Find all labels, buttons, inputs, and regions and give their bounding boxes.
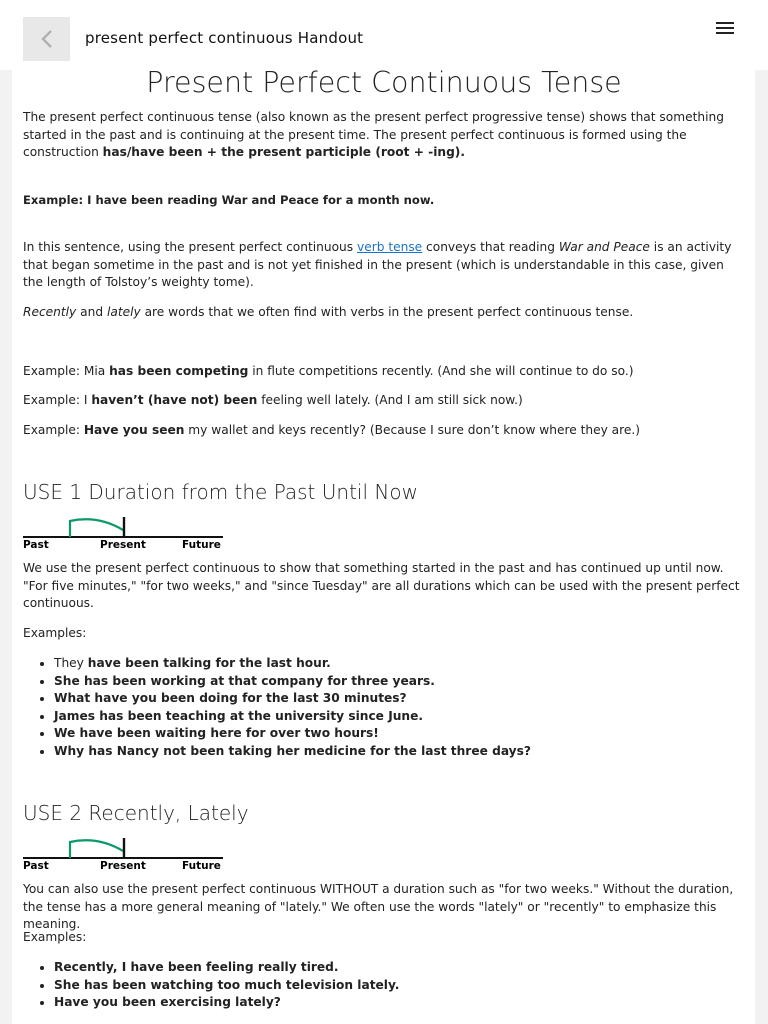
top-bar — [0, 0, 768, 70]
para3-rest: are words that we often find with verbs in the present perfect continuous tense. — [140, 305, 634, 319]
use1-description: We use the present perfect continuous to show that something started in the past and has continued up until now. "For five minutes," "for two weeks," and "since Tuesday" are all durations which can be used with the present perfect continuous. — [23, 561, 740, 610]
timeline-present-label: Present — [100, 860, 146, 870]
chevron-left-icon — [40, 29, 54, 49]
use2-item-1-b: have been feeling — [130, 960, 254, 974]
example-2-prefix: Example: I — [23, 393, 92, 407]
list-item — [54, 994, 744, 1012]
use1-item-1-a: They — [54, 656, 88, 670]
example-2-rest: feeling well lately. (And I am still sick now.) — [257, 393, 523, 407]
list-item — [54, 655, 744, 673]
example-1-rest: in flute competitions recently. (And she will continue to do so.) — [248, 364, 634, 378]
use1-item-1-b: have been talking — [87, 656, 212, 670]
intro-bold: has/have been + the present participle (root + -ing). — [102, 145, 466, 159]
use1-item-2-a: She — [54, 673, 84, 688]
para2-text2: conveys that reading — [422, 240, 559, 254]
list-item — [54, 708, 744, 726]
para3-italic1: Recently — [23, 305, 77, 319]
intro-text: The present perfect continuous tense (also known as the present perfect progressive tense) shows that something started in the past and is continuing at the present time. The present perfect continuous is formed using the construction — [23, 110, 724, 159]
intro-paragraph — [23, 109, 745, 162]
example-main-prefix: Example: I — [23, 193, 96, 207]
example-1-bold: has been competing — [109, 364, 249, 378]
use2-item-1-c: really tired. — [253, 960, 339, 974]
use1-item-4-c: at the university since June. — [225, 708, 423, 723]
use1-item-6-c: her medicine for the last three days? — [272, 743, 531, 758]
use2-item-2-a: She — [54, 977, 84, 992]
list-item — [54, 977, 744, 995]
example-3-rest: my wallet and keys recently? (Because I sure don’t know where they are.) — [184, 423, 641, 437]
use1-item-3-b: have you been doing — [94, 691, 238, 705]
use2-item-2-c: too much television lately. — [213, 977, 400, 992]
hamburger-menu-icon — [712, 18, 738, 38]
use1-item-1-c: for the last hour. — [211, 656, 331, 670]
use2-item-2-b: has been watching — [83, 977, 214, 992]
example-2-bold: haven’t (have not) been — [91, 393, 258, 407]
use1-item-3-a: What — [54, 691, 95, 705]
timeline-diagram-use2 — [23, 836, 223, 870]
verb-tense-link[interactable]: verb tense — [356, 240, 423, 254]
use1-item-2-b: has been working — [83, 673, 206, 688]
use1-item-6-a: Why — [54, 743, 89, 758]
use1-item-4-b: has been teaching — [99, 708, 226, 723]
duration-arc — [70, 519, 123, 537]
use1-item-2-c: at that company for three years. — [205, 673, 435, 688]
list-item — [54, 959, 744, 977]
list-item — [54, 725, 744, 743]
timeline-future-label: Future — [182, 539, 221, 549]
use2-description: You can also use the present perfect continuous WITHOUT a duration such as "for two weeks." Without the duration, the tense has a more general meaning of "lately." We often use the words "lately" or "recently" to emphasize this meaning. — [23, 882, 734, 931]
example-line-2 — [23, 392, 745, 410]
use1-item-5-b: have been waiting — [79, 726, 207, 740]
example-main — [23, 192, 745, 210]
duration-arc — [70, 840, 123, 858]
use1-heading: USE 1 Duration from the Past Until Now — [23, 480, 418, 504]
use1-example-list — [23, 655, 744, 760]
timeline-past-label: Past — [23, 539, 49, 549]
example-line-1 — [23, 363, 745, 381]
para2-text1: In this sentence, using the present perfect continuous — [23, 240, 357, 254]
use1-item-4-a: James — [54, 708, 100, 723]
use2-item-1-a: Recently, I — [54, 960, 131, 974]
back-button[interactable] — [23, 17, 70, 61]
document-page — [12, 70, 755, 1024]
use2-examples-label: Examples: — [23, 930, 87, 944]
example-3-prefix: Example: — [23, 423, 84, 437]
use2-example-list — [23, 959, 744, 1012]
timeline-present-label: Present — [100, 539, 146, 549]
para2-text3: is an activity that began sometime in the past and is not yet finished in the present (which is understandable in this case, given the length of Tolstoy’s weighty tome). — [23, 240, 732, 289]
para3-italic2: lately — [106, 305, 141, 319]
use2-item-3-b: Have you been exercising — [54, 995, 231, 1009]
explanation-paragraph — [23, 239, 745, 292]
example-3-bold: Have you seen — [83, 423, 185, 437]
example-main-verb: have been reading — [95, 193, 218, 207]
use1-item-5-c: here for over two hours! — [206, 726, 379, 740]
timeline-future-label: Future — [182, 860, 221, 870]
list-item — [54, 690, 744, 708]
list-item — [54, 673, 744, 691]
timeline-diagram-use1 — [23, 515, 223, 549]
document-title: present perfect continuous Handout — [85, 29, 364, 47]
page-title: Present Perfect Continuous Tense — [146, 70, 622, 99]
example-1-prefix: Example: Mia — [23, 364, 110, 378]
menu-button[interactable] — [712, 18, 738, 38]
example-main-rest: War and Peace for a month now. — [217, 193, 435, 207]
para3-and: and — [76, 305, 107, 319]
recently-lately-paragraph — [23, 304, 745, 322]
use1-item-6-b: has Nancy not been taking — [88, 743, 273, 758]
use1-item-3-c: for the last 30 minutes? — [237, 691, 407, 705]
para2-italic: War and Peace — [558, 240, 650, 254]
use2-item-3-c: lately? — [230, 995, 281, 1009]
use2-heading: USE 2 Recently, Lately — [23, 801, 249, 825]
timeline-past-label: Past — [23, 860, 49, 870]
use1-item-5-a: We — [54, 726, 80, 740]
example-line-3 — [23, 422, 745, 440]
list-item — [54, 743, 744, 761]
use1-examples-label: Examples: — [23, 626, 87, 640]
